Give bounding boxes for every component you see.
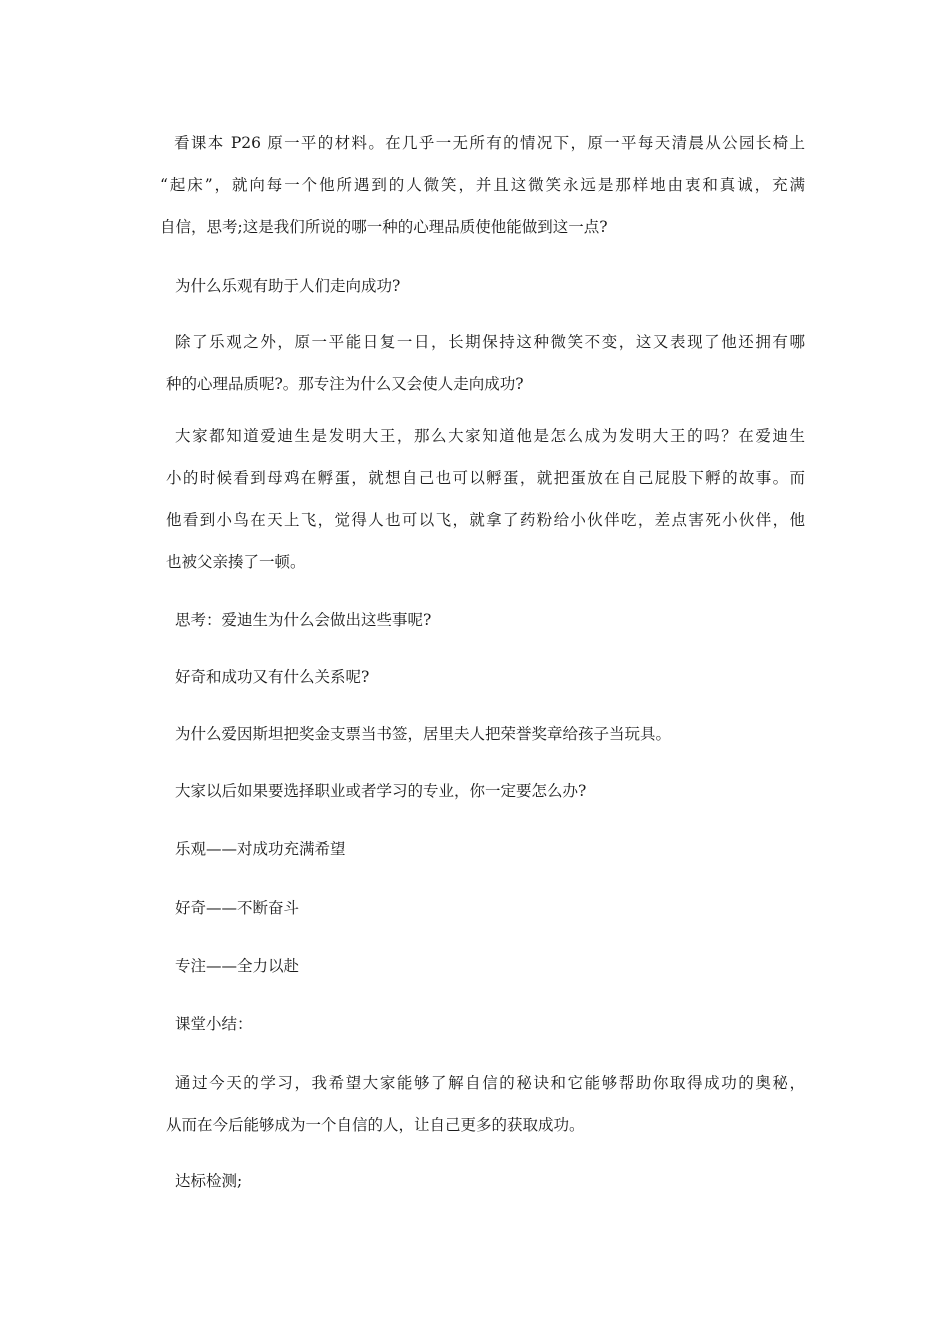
heading-class-summary — [175, 1003, 253, 1045]
text-line: 乐观——对成功充满希望 — [175, 840, 346, 858]
text-line: “起床”，就向每一个他所遇到的人微笑，并且这微笑永远是那样地由衷和真诚，充满 — [160, 176, 805, 194]
text-line: 为什么乐观有助于人们走向成功? — [175, 277, 401, 295]
text-line: 思考：爱迪生为什么会做出这些事呢? — [175, 611, 432, 629]
paragraph-conclusion — [166, 1062, 805, 1146]
paragraph-career-choice — [175, 770, 586, 812]
heading-assessment — [175, 1160, 242, 1202]
text-line: 除了乐观之外，原一平能日复一日，长期保持这种微笑不变，这又表现了他还拥有哪 — [175, 333, 805, 351]
paragraph-einstein-curie — [175, 713, 671, 755]
paragraph-curiosity-success — [175, 656, 369, 698]
text-line: 大家都知道爱迪生是发明大王，那么大家知道他是怎么成为发明大王的吗？在爱迪生 — [175, 427, 805, 445]
summary-focus — [175, 945, 299, 987]
text-line: 看课本 P26 原一平的材料。在几乎一无所有的情况下，原一平每天清晨从公园长椅上 — [174, 134, 805, 152]
text-line: 通过今天的学习，我希望大家能够了解自信的秘诀和它能够帮助你取得成功的奥秘， — [175, 1074, 805, 1092]
text-line: 好奇——不断奋斗 — [175, 899, 300, 917]
text-line: 好奇和成功又有什么关系呢? — [175, 668, 370, 686]
text-line: 为什么爱因斯坦把奖金支票当书签，居里夫人把荣誉奖章给孩子当玩具。 — [175, 725, 672, 743]
paragraph-optimism-question — [175, 265, 400, 307]
text-line: 小的时候看到母鸡在孵蛋，就想自己也可以孵蛋，就把蛋放在自己屁股下孵的故事。而 — [166, 469, 805, 487]
text-line: 从而在今后能够成为一个自信的人，让自己更多的获取成功。 — [166, 1116, 585, 1134]
text-line: 达标检测; — [175, 1172, 243, 1190]
text-line: 专注——全力以赴 — [175, 957, 300, 975]
text-line: 自信，思考;这是我们所说的哪一种的心理品质使他能做到这一点? — [160, 218, 608, 236]
text-line: 课堂小结： — [175, 1015, 253, 1033]
paragraph-think-edison — [175, 599, 431, 641]
text-line: 种的心理品质呢?。那专注为什么又会使人走向成功? — [166, 375, 524, 393]
paragraph-yuan-yiping-material — [160, 122, 805, 248]
summary-curiosity — [175, 887, 299, 929]
paragraph-edison-story — [166, 415, 805, 583]
paragraph-focus-question — [166, 321, 805, 405]
text-line: 大家以后如果要选择职业或者学习的专业，你一定要怎么办? — [175, 782, 587, 800]
text-line: 也被父亲揍了一顿。 — [166, 553, 306, 571]
summary-optimism — [175, 828, 346, 870]
text-line: 他看到小鸟在天上飞，觉得人也可以飞，就拿了药粉给小伙伴吃，差点害死小伙伴，他 — [166, 511, 805, 529]
